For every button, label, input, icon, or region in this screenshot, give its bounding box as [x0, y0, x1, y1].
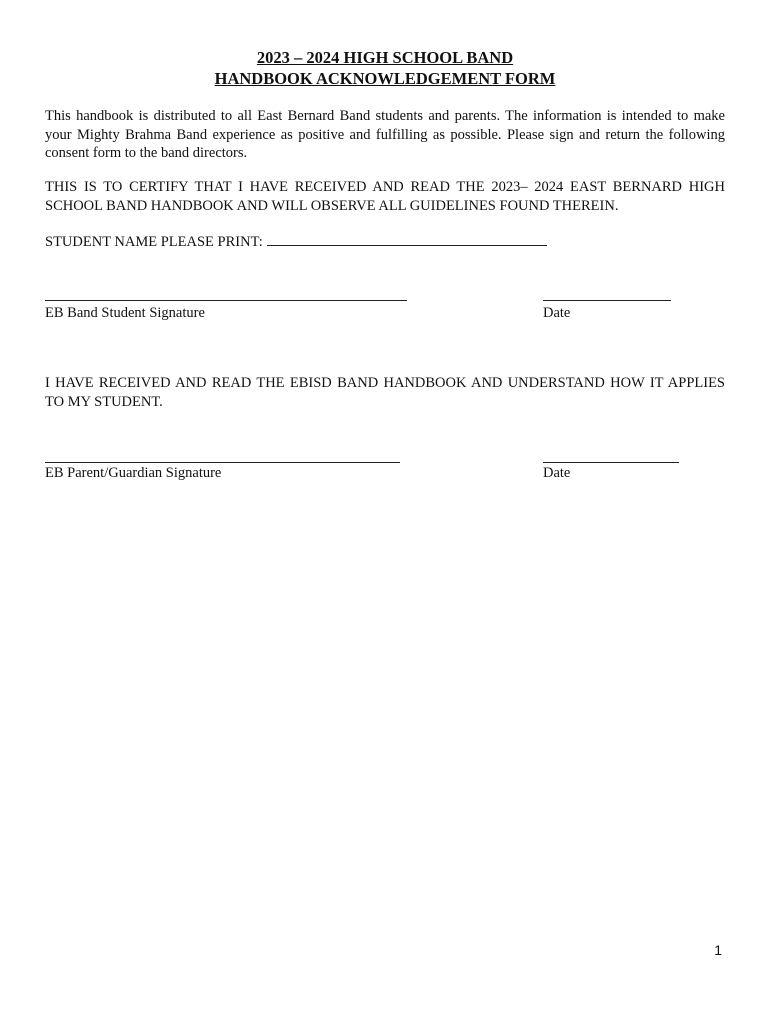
student-signature-line[interactable] [45, 300, 407, 301]
student-name-label: STUDENT NAME PLEASE PRINT: [45, 234, 263, 250]
form-title-line1: 2023 – 2024 HIGH SCHOOL BAND [256, 48, 514, 67]
parent-date-line[interactable] [543, 462, 679, 463]
form-title-line2: HANDBOOK ACKNOWLEDGEMENT FORM [214, 69, 556, 88]
page-number: 1 [714, 942, 722, 958]
student-signature-label: EB Band Student Signature [45, 305, 205, 321]
parent-signature-line[interactable] [45, 462, 400, 463]
student-name-field [45, 231, 547, 251]
student-name-blank[interactable] [267, 231, 547, 246]
certify-statement: THIS IS TO CERTIFY THAT I HAVE RECEIVED AND READ THE 2023– 2024 EAST BERNARD HIGH SCHOOL BAND HANDBOOK AND WILL OBSERVE ALL GUIDELINES FOUND THEREIN. [45, 179, 725, 214]
student-date-label: Date [543, 305, 571, 321]
parent-date-label: Date [543, 465, 571, 481]
parent-signature-label: EB Parent/Guardian Signature [45, 465, 222, 481]
parent-statement: I HAVE RECEIVED AND READ THE EBISD BAND HANDBOOK AND UNDERSTAND HOW IT APPLIES TO MY STUDENT. [45, 375, 725, 410]
student-date-line[interactable] [543, 300, 671, 301]
intro-paragraph: This handbook is distributed to all East Bernard Band students and parents. The information is intended to make your Mighty Brahma Band experience as positive and fulfilling as possible. Please sign and return the following consent form to the band directors. [45, 108, 725, 161]
